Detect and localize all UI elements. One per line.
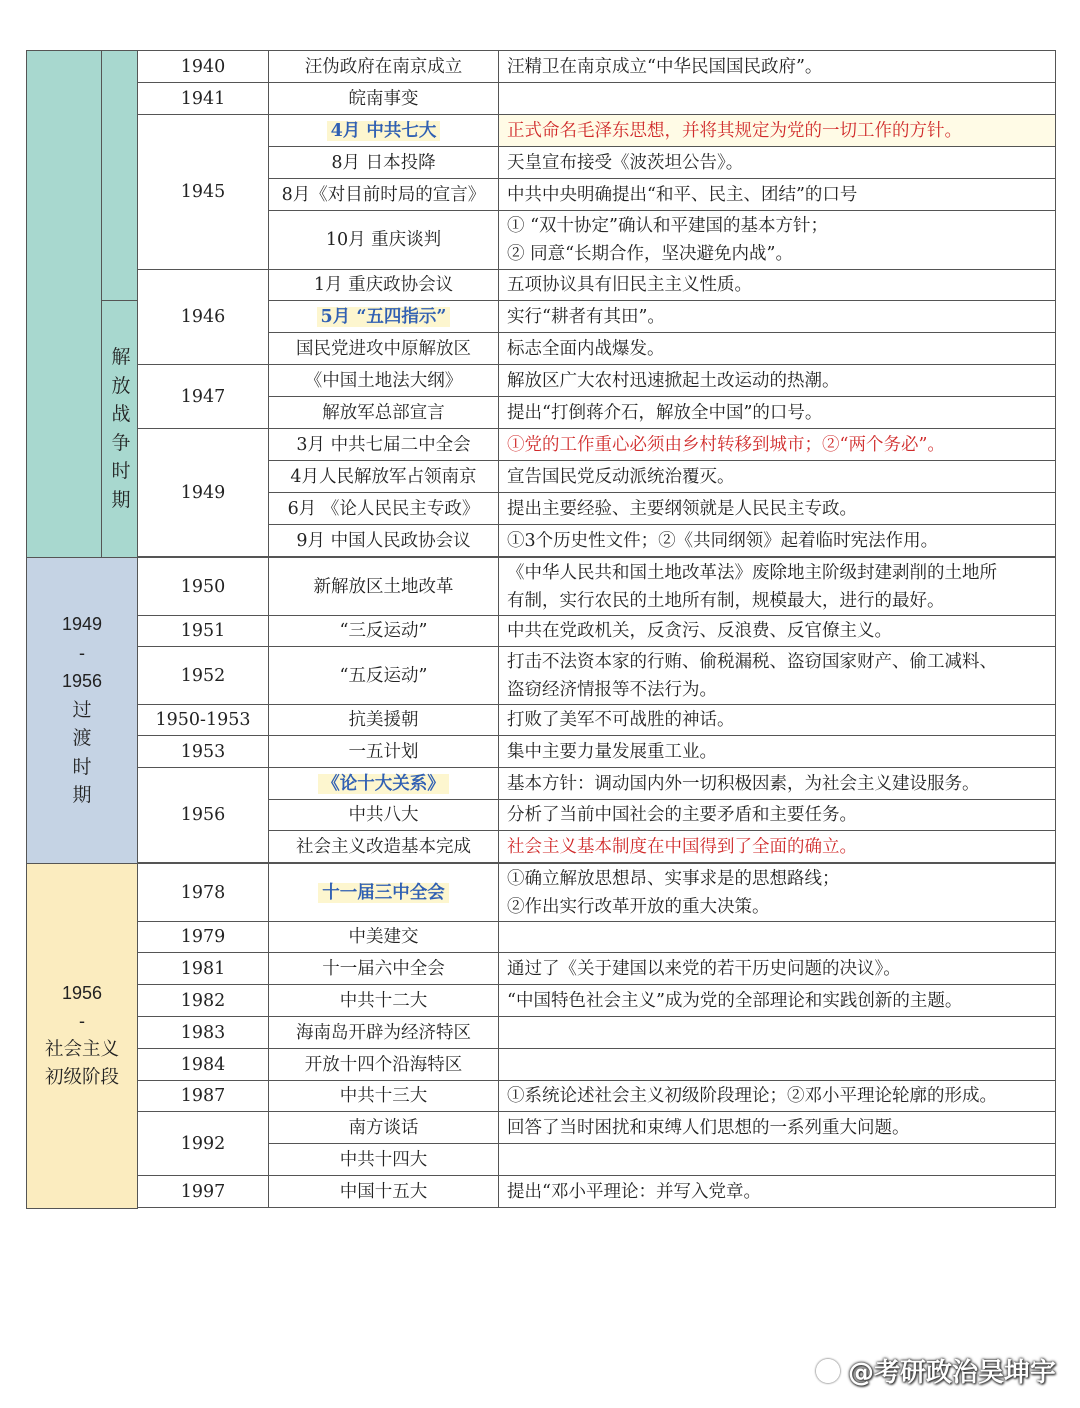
year-cell: 1984 bbox=[138, 1049, 269, 1081]
description-cell: “中国特色社会主义”成为党的全部理论和实践创新的主题。 bbox=[499, 985, 1056, 1017]
table-row bbox=[27, 864, 1056, 922]
description-cell: 提出“打倒蒋介石，解放全中国”的口号。 bbox=[499, 397, 1056, 429]
table-row bbox=[27, 558, 1056, 616]
event-cell: 3月 中共七届二中全会 bbox=[269, 429, 499, 461]
description-cell: 宣告国民党反动派统治覆灭。 bbox=[499, 461, 1056, 493]
event-cell: 汪伪政府在南京成立 bbox=[269, 51, 499, 83]
description-cell: 通过了《关于建国以来党的若干历史问题的决议》。 bbox=[499, 953, 1056, 985]
table-row bbox=[27, 736, 1056, 768]
event-cell: 抗美援朝 bbox=[269, 705, 499, 736]
year-cell: 1979 bbox=[138, 922, 269, 953]
table-row bbox=[27, 429, 1056, 461]
event-cell: 皖南事变 bbox=[269, 83, 499, 115]
description-cell: 分析了当前中国社会的主要矛盾和主要任务。 bbox=[499, 800, 1056, 831]
primary-stage-period-label: 1956 - 社会主义 初级阶段 bbox=[27, 864, 138, 1209]
table-row bbox=[27, 768, 1056, 800]
table-row bbox=[27, 705, 1056, 736]
description-cell: 基本方针：调动国内外一切积极因素，为社会主义建设服务。 bbox=[499, 768, 1056, 800]
event-cell bbox=[269, 301, 499, 333]
event-cell: 8月《对目前时局的宣言》 bbox=[269, 179, 499, 211]
event-cell: 十一届六中全会 bbox=[269, 953, 499, 985]
year-cell: 1941 bbox=[138, 83, 269, 115]
description-cell: 标志全面内战爆发。 bbox=[499, 333, 1056, 365]
event-cell: 中共十二大 bbox=[269, 985, 499, 1017]
table-row bbox=[27, 365, 1056, 397]
event-cell: 解放军总部宣言 bbox=[269, 397, 499, 429]
description-cell: ①3个历史性文件；②《共同纲领》起着临时宪法作用。 bbox=[499, 525, 1056, 557]
year-cell: 1983 bbox=[138, 1017, 269, 1049]
table-row bbox=[27, 1112, 1056, 1144]
table-row bbox=[27, 1081, 1056, 1112]
highlighted-event: 《论十大关系》 bbox=[318, 774, 449, 794]
description-cell: 集中主要力量发展重工业。 bbox=[499, 736, 1056, 768]
event-cell: 中共十三大 bbox=[269, 1081, 499, 1112]
description-cell: 提出主要经验、主要纲领就是人民民主专政。 bbox=[499, 493, 1056, 525]
year-cell: 1992 bbox=[138, 1112, 269, 1176]
event-cell: 一五计划 bbox=[269, 736, 499, 768]
description-cell: 回答了当时困扰和束缚人们思想的一系列重大问题。 bbox=[499, 1112, 1056, 1144]
description-cell bbox=[499, 83, 1056, 115]
description-cell: 天皇宣布接受《波茨坦公告》。 bbox=[499, 147, 1056, 179]
year-cell: 1953 bbox=[138, 736, 269, 768]
watermark bbox=[816, 1352, 1056, 1389]
table-row bbox=[27, 953, 1056, 985]
description-cell: ①党的工作重心必须由乡村转移到城市；②“两个务必”。 bbox=[499, 429, 1056, 461]
year-cell: 1997 bbox=[138, 1176, 269, 1208]
table-row bbox=[27, 51, 1056, 83]
table-row bbox=[27, 985, 1056, 1017]
year-cell: 1982 bbox=[138, 985, 269, 1017]
table-row bbox=[27, 1017, 1056, 1049]
event-cell bbox=[269, 115, 499, 147]
event-cell: 中共八大 bbox=[269, 800, 499, 831]
event-cell: “三反运动” bbox=[269, 616, 499, 647]
description-cell: 提出“邓小平理论：并写入党章。 bbox=[499, 1176, 1056, 1208]
table-row bbox=[27, 83, 1056, 115]
event-cell: 《中国土地法大纲》 bbox=[269, 365, 499, 397]
table-row bbox=[27, 1176, 1056, 1208]
description-cell: ①系统论述社会主义初级阶段理论；②邓小平理论轮廓的形成。 bbox=[499, 1081, 1056, 1112]
year-cell: 1951 bbox=[138, 616, 269, 647]
description-line: 《中华人民共和国土地改革法》废除地主阶级封建剥削的土地所 bbox=[507, 562, 997, 583]
event-cell: 10月 重庆谈判 bbox=[269, 211, 499, 270]
watermark-logo-icon bbox=[816, 1359, 840, 1383]
year-cell: 1978 bbox=[138, 864, 269, 922]
description-cell: 中共在党政机关，反贪污、反浪费、反官僚主义。 bbox=[499, 616, 1056, 647]
year-cell: 1945 bbox=[138, 115, 269, 270]
year-cell: 1981 bbox=[138, 953, 269, 985]
event-cell: 中共十四大 bbox=[269, 1144, 499, 1176]
table-row bbox=[27, 270, 1056, 301]
description-cell: 社会主义基本制度在中国得到了全面的确立。 bbox=[499, 831, 1056, 863]
event-cell: 8月 日本投降 bbox=[269, 147, 499, 179]
year-cell: 1947 bbox=[138, 365, 269, 429]
event-cell: 9月 中国人民政协会议 bbox=[269, 525, 499, 557]
event-cell bbox=[269, 768, 499, 800]
description-cell: 正式命名毛泽东思想，并将其规定为党的一切工作的方针。 bbox=[499, 115, 1056, 147]
year-cell: 1950-1953 bbox=[138, 705, 269, 736]
description-cell: 打败了美军不可战胜的神话。 bbox=[499, 705, 1056, 736]
year-cell: 1952 bbox=[138, 647, 269, 705]
table-row bbox=[27, 1049, 1056, 1081]
table-row-spacer bbox=[27, 1208, 1056, 1209]
event-cell: 1月 重庆政协会议 bbox=[269, 270, 499, 301]
event-cell: “五反运动” bbox=[269, 647, 499, 705]
description-cell: 解放区广大农村迅速掀起土改运动的热潮。 bbox=[499, 365, 1056, 397]
year-cell: 1950 bbox=[138, 558, 269, 616]
subperiod-cell-war bbox=[102, 51, 138, 301]
year-cell: 1940 bbox=[138, 51, 269, 83]
description-cell: 五项协议具有旧民主主义性质。 bbox=[499, 270, 1056, 301]
event-cell: 南方谈话 bbox=[269, 1112, 499, 1144]
description-line: 盗窃经济情报等不法行为。 bbox=[507, 679, 717, 700]
description-cell: 实行“耕者有其田”。 bbox=[499, 301, 1056, 333]
event-cell: 中美建交 bbox=[269, 922, 499, 953]
event-cell: 新解放区土地改革 bbox=[269, 558, 499, 616]
description-cell bbox=[499, 922, 1056, 953]
description-cell bbox=[499, 864, 1056, 922]
description-line: 有制，实行农民的土地所有制，规模最大，进行的最好。 bbox=[507, 590, 945, 611]
description-line: ②作出实行改革开放的重大决策。 bbox=[507, 896, 770, 917]
event-cell: 中国十五大 bbox=[269, 1176, 499, 1208]
description-cell bbox=[499, 1049, 1056, 1081]
description-line: ①确立解放思想昂、实事求是的思想路线； bbox=[507, 868, 840, 889]
event-cell: 6月 《论人民民主专政》 bbox=[269, 493, 499, 525]
description-line: 打击不法资本家的行贿、偷税漏税、盗窃国家财产、偷工减料、 bbox=[507, 651, 997, 672]
table-row bbox=[27, 647, 1056, 705]
period-cell-early bbox=[27, 51, 102, 558]
table-row bbox=[27, 115, 1056, 147]
history-timeline-table bbox=[26, 50, 1056, 1209]
liberation-war-period-label: 解放战争时期 bbox=[102, 301, 138, 558]
description-cell bbox=[499, 647, 1056, 705]
description-cell: 中共中央明确提出“和平、民主、团结”的口号 bbox=[499, 179, 1056, 211]
event-cell bbox=[269, 864, 499, 922]
description-cell bbox=[499, 558, 1056, 616]
event-cell: 开放十四个沿海特区 bbox=[269, 1049, 499, 1081]
highlighted-event: 5月 “五四指示” bbox=[317, 307, 451, 327]
description-cell bbox=[499, 1144, 1056, 1176]
event-cell: 国民党进攻中原解放区 bbox=[269, 333, 499, 365]
highlighted-event: 十一届三中全会 bbox=[318, 883, 449, 903]
year-cell: 1956 bbox=[138, 768, 269, 863]
table-row bbox=[27, 616, 1056, 647]
watermark-text: @考研政治吴坤宇 bbox=[847, 1358, 1056, 1388]
year-cell: 1987 bbox=[138, 1081, 269, 1112]
description-cell bbox=[499, 1017, 1056, 1049]
event-cell: 社会主义改造基本完成 bbox=[269, 831, 499, 863]
year-cell: 1949 bbox=[138, 429, 269, 557]
description-cell: 汪精卫在南京成立“中华民国国民政府”。 bbox=[499, 51, 1056, 83]
event-cell: 4月人民解放军占领南京 bbox=[269, 461, 499, 493]
event-cell: 海南岛开辟为经济特区 bbox=[269, 1017, 499, 1049]
transition-period-label: 1949 - 1956 过渡时期 bbox=[27, 558, 138, 864]
table-row bbox=[27, 922, 1056, 953]
description-line: ② 同意“长期合作，坚决避免内战”。 bbox=[507, 244, 793, 264]
highlighted-event: 4月 中共七大 bbox=[327, 121, 441, 141]
description-cell bbox=[499, 211, 1056, 270]
year-cell: 1946 bbox=[138, 270, 269, 365]
description-line: ① “双十协定”确认和平建国的基本方针； bbox=[507, 216, 828, 236]
